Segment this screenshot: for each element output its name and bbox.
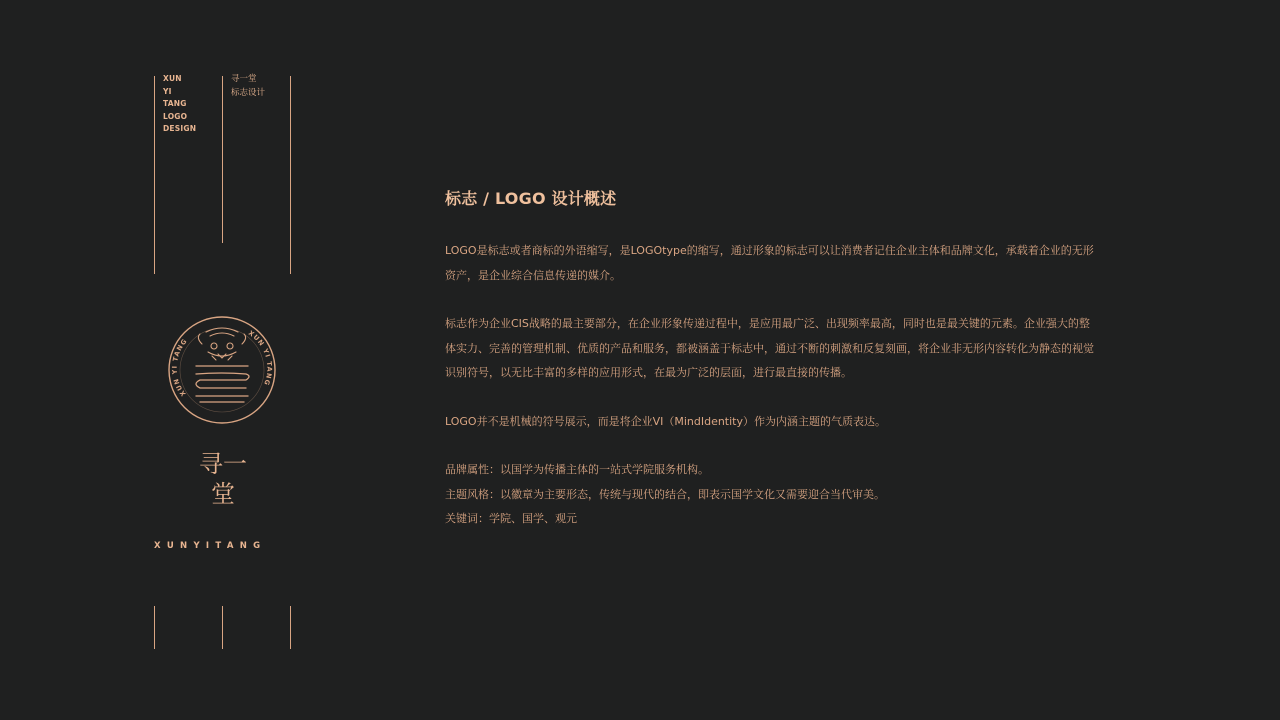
overview-paragraph: LOGO并不是机械的符号展示，而是将企业VI（MindIdentity）作为内涵主题的气质表达。 bbox=[445, 414, 887, 428]
emblem-text-right: XUN YI TANG bbox=[246, 328, 274, 388]
divider-line bbox=[290, 76, 291, 274]
brand-name-chinese: 寻一堂 bbox=[199, 450, 247, 508]
sidebar-en-line: LOGO bbox=[163, 111, 188, 121]
emblem-text-left: XUN YI TANG bbox=[170, 336, 190, 398]
divider-line bbox=[222, 76, 223, 243]
logo-emblem bbox=[166, 314, 278, 426]
brand-attribute-line: 主题风格：以徽章为主要形态，传统与现代的结合，即表示国学文化又需要迎合当代审美。 bbox=[445, 487, 885, 501]
divider-line bbox=[154, 76, 155, 274]
sidebar-en-line: DESIGN bbox=[163, 124, 197, 134]
sidebar-en-line: YI bbox=[163, 86, 172, 96]
brand-attributes bbox=[445, 458, 1095, 532]
sidebar-en-line: TANG bbox=[163, 99, 187, 109]
sidebar-cn-line: 寻一堂 bbox=[231, 74, 257, 84]
divider-line bbox=[222, 606, 223, 649]
sidebar-english-label bbox=[163, 73, 196, 136]
overview-paragraph: LOGO是标志或者商标的外语缩写，是LOGOtype的缩写，通过形象的标志可以让消费者记住企业主体和品牌文化，承载着企业的无形资产，是企业综合信息传递的媒介。 bbox=[445, 244, 1094, 282]
sidebar-cn-line: 标志设计 bbox=[231, 87, 266, 98]
divider-line bbox=[290, 606, 291, 649]
overview-paragraph: 标志作为企业CIS战略的最主要部分，在企业形象传递过程中，是应用最广泛、出现频率最高，同时也是最关键的元素。企业强大的整体实力、完善的管理机制、优质的产品和服务，都被涵盖于标志中，通过不断的刺激和反复刻画，将企业非无形内容转化为静态的视觉识别符号，以无比丰富的多样的应用形式，在最为广泛的层面，进行最直接的传播。 bbox=[445, 317, 1094, 379]
section-title: 标志 / LOGO 设计概述 bbox=[445, 189, 617, 208]
brand-attribute-line: 关键词：学院、国学、观元 bbox=[445, 512, 577, 525]
svg-text:XUN YI TANG bbox=[247, 329, 274, 387]
brand-glyph-icon bbox=[196, 366, 249, 402]
dragon-motif-icon bbox=[198, 328, 245, 360]
divider-line bbox=[154, 606, 155, 649]
sidebar-chinese-label bbox=[231, 73, 265, 100]
logo-overview-section bbox=[445, 186, 1095, 532]
brand-name-english: XUNYITANG bbox=[154, 541, 267, 551]
brand-attribute-line: 品牌属性：以国学为传播主体的一站式学院服务机构。 bbox=[445, 463, 709, 476]
sidebar-en-line: XUN bbox=[163, 74, 182, 83]
